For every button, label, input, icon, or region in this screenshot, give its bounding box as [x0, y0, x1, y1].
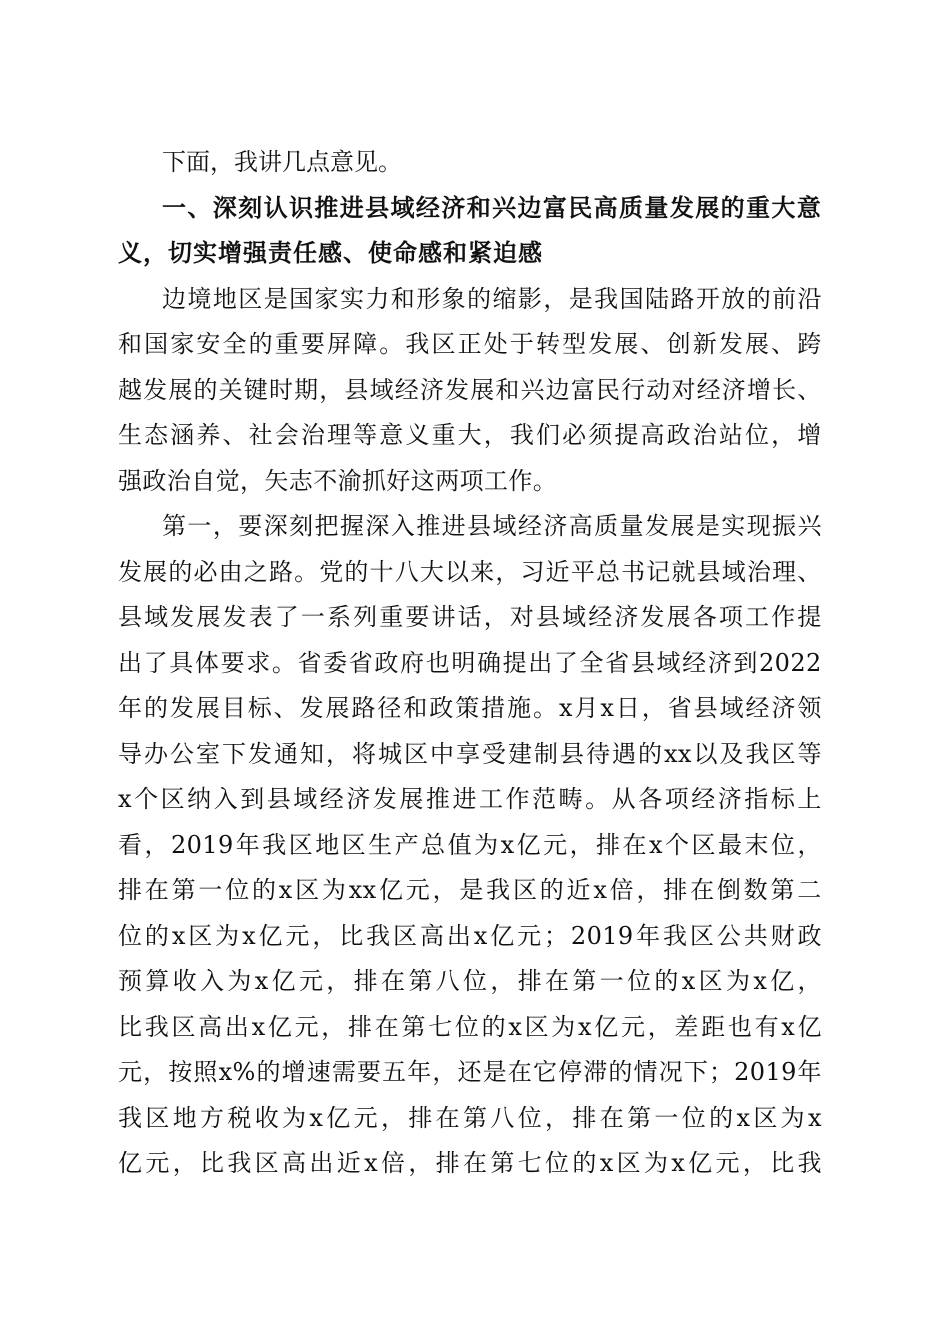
text-line: 发 展 的 必 由 之 路 。 党 的 十 八 大 以 来 ， 习 近 平 总 书 记 就 县 域 治 理 、	[118, 557, 822, 586]
paragraph-line	[118, 459, 822, 505]
paragraph-line	[118, 686, 822, 732]
paragraph-line	[118, 959, 822, 1005]
text-line: 位 的 x 区 为 x 亿 元 ， 比 我 区 高 出 x 亿 元 ； 2019 年 我 区 公 共 财 政	[118, 921, 822, 950]
text-line: 越 发 展 的 关 键 时 期 ， 县 域 经 济 发 展 和 兴 边 富 民 行 动 对 经 济 增 长 、	[118, 375, 822, 404]
paragraph-line	[118, 868, 822, 914]
text-line: 比 我 区 高 出 x 亿 元 ， 排 在 第 七 位 的 x 区 为 x 亿 元 ， 差 距 也 有 x 亿	[118, 1012, 822, 1041]
paragraph-line	[118, 1096, 822, 1142]
text-line: 年 的 发 展 目 标 、 发 展 路 径 和 政 策 措 施 。 x 月 x 日 ， 省 县 域 经 济 领	[118, 694, 822, 722]
section-heading-line	[118, 231, 822, 277]
text-line: 亿 元 ， 比 我 区 高 出 近 x 倍 ， 排 在 第 七 位 的 x 区 为 x 亿 元 ， 比 我	[118, 1149, 822, 1177]
section-heading-line	[118, 186, 822, 232]
text-line: 一 、 深 刻 认 识 推 进 县 域 经 济 和 兴 边 富 民 高 质 量 发 展 的 重 大 意	[162, 193, 822, 222]
text-line: 边 境 地 区 是 国 家 实 力 和 形 象 的 缩 影 ， 是 我 国 陆 路 开 放 的 前 沿	[162, 284, 822, 313]
paragraph-line	[118, 595, 822, 641]
text-line: 强政治自觉，矢志不渝抓好这两项工作。	[118, 466, 558, 495]
paragraph-line	[118, 1050, 822, 1096]
paragraph-line	[118, 1005, 822, 1051]
text-line: 下面，我讲几点意见。	[162, 148, 402, 176]
paragraph-line	[118, 413, 822, 459]
paragraph-line	[118, 550, 822, 596]
paragraph-line	[118, 777, 822, 823]
text-line: x 个 区 纳 入 到 县 域 经 济 发 展 推 进 工 作 范 畴 。 从 各 项 经 济 指 标 上	[118, 785, 822, 813]
text-line: 我 区 地 方 税 收 为 x 亿 元 ， 排 在 第 八 位 ， 排 在 第 一 位 的 x 区 为 x	[118, 1103, 822, 1132]
paragraph-line	[118, 823, 822, 869]
text-line: 元 ， 按 照 x% 的 增 速 需 要 五 年 ， 还 是 在 它 停 滞 的 情 况 下 ； 2019 年	[118, 1058, 822, 1086]
text-line: 排 在 第 一 位 的 x 区 为 xx 亿 元 ， 是 我 区 的 近 x 倍 ， 排 在 倒 数 第 二	[118, 876, 822, 904]
text-line: 生 态 涵 养 、 社 会 治 理 等 意 义 重 大 ， 我 们 必 须 提 高 政 治 站 位 ， 增	[118, 421, 822, 449]
text-line: 和 国 家 安 全 的 重 要 屏 障 。 我 区 正 处 于 转 型 发 展 、 创 新 发 展 、 跨	[118, 330, 822, 358]
text-line: 义，切实增强责任感、使命感和紧迫感	[118, 239, 543, 267]
paragraph-line	[118, 914, 822, 960]
text-line: 导 办 公 室 下 发 通 知 ， 将 城 区 中 享 受 建 制 县 待 遇 的 xx 以 及 我 区 等	[118, 739, 822, 768]
text-line: 县 域 发 展 发 表 了 一 系 列 重 要 讲 话 ， 对 县 域 经 济 发 展 各 项 工 作 提	[118, 603, 822, 631]
paragraph-line	[118, 1141, 822, 1187]
paragraph-line	[118, 732, 822, 778]
paragraph-line	[118, 368, 822, 414]
text-line: 第 一 ， 要 深 刻 把 握 深 入 推 进 县 域 经 济 高 质 量 发 展 是 实 现 振 兴	[162, 512, 822, 540]
paragraph-line	[118, 504, 822, 550]
document-body	[118, 140, 822, 1187]
paragraph-line	[118, 322, 822, 368]
text-line: 预 算 收 入 为 x 亿 元 ， 排 在 第 八 位 ， 排 在 第 一 位 的 x 区 为 x 亿 ，	[118, 967, 822, 995]
paragraph-line	[118, 641, 822, 687]
text-line: 出 了 具 体 要 求 。 省 委 省 政 府 也 明 确 提 出 了 全 省 县 域 经 济 到 2022	[118, 648, 822, 677]
intro-line	[118, 140, 822, 186]
paragraph-line	[118, 277, 822, 323]
text-line: 看 ， 2019 年 我 区 地 区 生 产 总 值 为 x 亿 元 ， 排 在 x 个 区 最 末 位 ，	[118, 830, 822, 859]
